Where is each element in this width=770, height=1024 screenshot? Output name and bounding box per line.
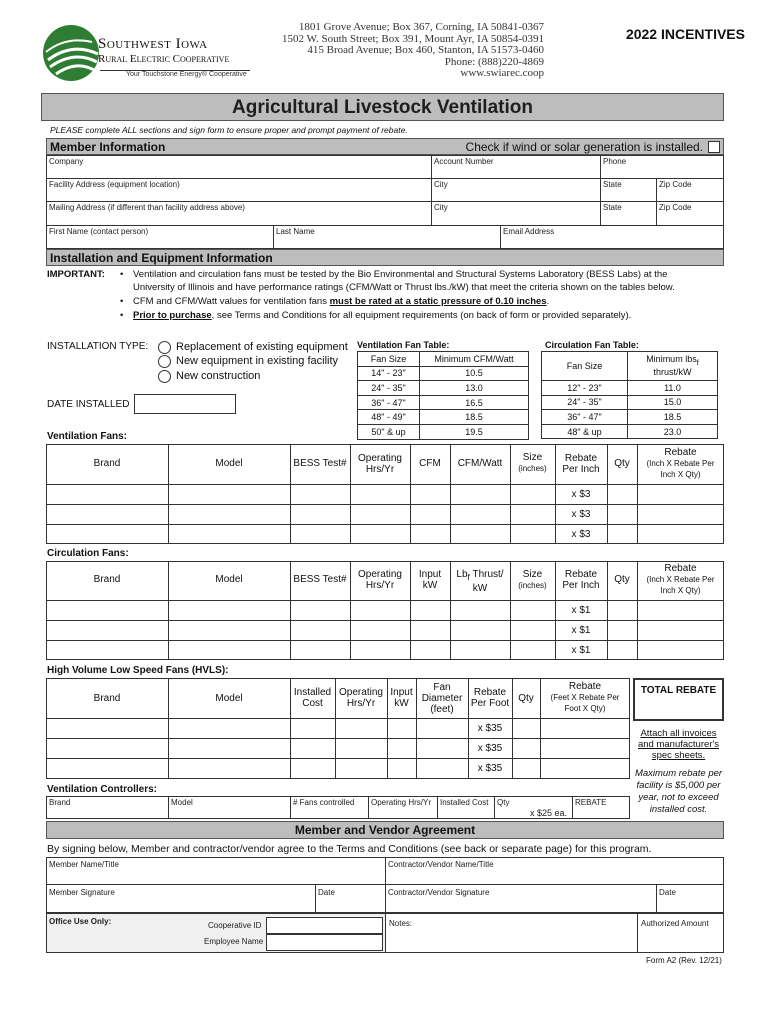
controller-cost-field[interactable]: Installed Cost xyxy=(440,798,489,807)
office-use-label: Office Use Only: xyxy=(49,917,112,926)
table-cell: 50" & up xyxy=(358,424,420,439)
circ-fans-title: Circulation Fans: xyxy=(47,548,129,559)
rebate-per-foot-header: Rebate Per Foot xyxy=(470,687,510,709)
facility-city-field[interactable]: City xyxy=(434,180,448,189)
incentive-year: 2022 INCENTIVES xyxy=(625,26,745,42)
table-cell: 24" - 35" xyxy=(358,381,420,396)
rate-cell: x $3 xyxy=(571,489,591,500)
table-cell: 15.0 xyxy=(628,395,718,410)
controllers-title: Ventilation Controllers: xyxy=(47,784,158,795)
rate-cell: x $1 xyxy=(571,625,591,636)
cfm-watt-header: CFM/Watt xyxy=(457,458,503,469)
size-header: Size (inches) xyxy=(518,452,547,473)
rate-cell: x $35 xyxy=(477,743,503,754)
table-cell: 36" - 47" xyxy=(542,410,628,425)
hours-header: Operating Hrs/Yr xyxy=(358,453,402,475)
model-header: Model xyxy=(215,574,243,585)
instructions: PLEASE complete ALL sections and sign form to ensure proper and prompt payment of rebate. xyxy=(50,125,408,135)
globe-logo-icon xyxy=(42,24,100,82)
bullet-icon: • xyxy=(120,296,124,307)
controller-qty-field[interactable]: Qty xyxy=(497,798,510,807)
facility-address-field[interactable]: Facility Address (equipment location) xyxy=(49,180,180,189)
address-block xyxy=(282,22,544,80)
terms-note: Prior to purchase, see Terms and Conditions for all equipment requirements (on back of form or provided separately). xyxy=(133,310,632,321)
notes-label: Notes: xyxy=(389,919,413,928)
table-cell: 16.5 xyxy=(420,395,529,410)
form-number: Form A2 (Rev. 12/21) xyxy=(646,956,722,965)
table-cell: 19.5 xyxy=(420,424,529,439)
max-rebate-note: Maximum rebate per facility is $5,000 per year, not to exceed installed cost. xyxy=(634,768,723,815)
controller-rebate-field[interactable]: REBATE xyxy=(575,798,607,807)
agreement-title: Member and Vendor Agreement xyxy=(294,823,476,837)
account-number-field[interactable]: Account Number xyxy=(434,157,494,166)
facility-zip-field[interactable]: Zip Code xyxy=(659,180,692,189)
date-installed-label: DATE INSTALLED xyxy=(47,399,130,410)
vent-fan-table xyxy=(357,351,529,440)
rebate-header: Rebate (Inch X Rebate Per Inch X Qty) xyxy=(646,563,715,595)
qty-header: Qty xyxy=(614,458,630,469)
website-line: www.swiarec.coop xyxy=(460,67,544,80)
rate-cell: x $3 xyxy=(571,529,591,540)
model-header: Model xyxy=(215,693,243,704)
table-cell: 18.5 xyxy=(628,410,718,425)
mailing-state-field[interactable]: State xyxy=(603,203,622,212)
form-title: Agricultural Livestock Ventilation xyxy=(41,93,724,121)
cooperative-id-label: Cooperative ID xyxy=(208,921,262,930)
circ-fan-table-title: Circulation Fan Table: xyxy=(545,340,639,350)
mailing-address-field[interactable]: Mailing Address (if different than facility address above) xyxy=(49,203,245,212)
fan-size-header: Fan Size xyxy=(542,352,628,381)
vent-fan-table-title: Ventilation Fan Table: xyxy=(357,340,450,350)
tagline: Your Touchstone Energy® Cooperative xyxy=(126,71,247,78)
member-signature-field[interactable]: Member Signature xyxy=(49,888,115,897)
wind-solar-label: Check if wind or solar generation is installed. xyxy=(465,140,703,154)
model-header: Model xyxy=(215,458,243,469)
fans-controlled-field[interactable]: # Fans controlled xyxy=(293,798,355,807)
first-name-field[interactable]: First Name (contact person) xyxy=(49,227,149,236)
table-cell: 14" - 23" xyxy=(358,366,420,381)
bess-requirement-line1: Ventilation and circulation fans must be tested by the Bio Environmental and Structural Systems Laboratory (BESS Labs) at the xyxy=(133,269,668,280)
brand-header: Brand xyxy=(93,458,121,469)
hours-header: Operating Hrs/Yr xyxy=(339,687,383,709)
table-cell: 18.5 xyxy=(420,410,529,425)
org-name-line2: Rural Electric Cooperative xyxy=(98,53,230,65)
phone-field[interactable]: Phone xyxy=(603,157,627,166)
qty-header: Qty xyxy=(518,693,534,704)
replacement-label: Replacement of existing equipment xyxy=(176,341,348,353)
last-name-field[interactable]: Last Name xyxy=(276,227,315,236)
rate-cell: x $1 xyxy=(571,645,591,656)
min-thrust-header: Minimum lbs$_f$ thrust/kW xyxy=(628,352,718,381)
company-field[interactable]: Company xyxy=(49,157,84,166)
cooperative-id-input[interactable] xyxy=(266,917,383,934)
address-line: 415 Broad Avenue; Box 460, Stanton, IA 51573-0460 xyxy=(307,44,544,57)
rate-cell: x $3 xyxy=(571,509,591,520)
rebate-header: Rebate (Feet X Rebate Per Foot X Qty) xyxy=(550,681,620,713)
bess-requirement-line2: University of Illinois and have performance ratings (CFM/Watt or Thrust lbs./kW) that meet the criteria shown on the tables below. xyxy=(133,282,675,293)
install-info-header xyxy=(46,249,724,266)
cfm-header: CFM xyxy=(419,458,441,469)
attach-invoices-note: Attach all invoices and manufacturer's spec sheets. xyxy=(637,728,720,761)
new-construction-radio[interactable] xyxy=(158,370,171,383)
table-cell: 10.5 xyxy=(420,366,529,381)
input-kw-header: Input kW xyxy=(390,687,413,709)
wind-solar-checkbox[interactable] xyxy=(708,141,720,153)
mailing-city-field[interactable]: City xyxy=(434,203,448,212)
email-field[interactable]: Email Address xyxy=(503,227,555,236)
replacement-radio[interactable] xyxy=(158,341,171,354)
notes-input[interactable] xyxy=(385,913,638,953)
cooperative-logo xyxy=(42,22,282,84)
address-line: 1502 W. South Street; Box 391, Mount Ayr, IA 50854-0391 xyxy=(282,32,544,45)
bullet-icon: • xyxy=(120,310,124,321)
new-construction-label: New construction xyxy=(176,370,261,382)
installed-cost-header: Installed Cost xyxy=(293,687,332,709)
controller-rate: x $25 ea. xyxy=(530,808,568,818)
facility-state-field[interactable]: State xyxy=(603,180,622,189)
bullet-icon: • xyxy=(120,269,124,280)
controller-brand-field[interactable]: Brand xyxy=(49,798,71,807)
vent-fans-title: Ventilation Fans: xyxy=(47,431,128,442)
circ-fan-table xyxy=(541,351,718,439)
rate-cell: x $35 xyxy=(477,723,503,734)
table-cell: 24" - 35" xyxy=(542,395,628,410)
size-header: Size (inches) xyxy=(518,569,547,590)
date-installed-input[interactable] xyxy=(134,394,236,414)
table-cell: 12" - 23" xyxy=(542,381,628,396)
qty-header: Qty xyxy=(614,574,630,585)
agreement-header xyxy=(46,821,724,839)
rate-cell: x $35 xyxy=(477,763,503,774)
employee-name-label: Employee Name xyxy=(204,937,264,946)
rate-cell: x $1 xyxy=(571,605,591,616)
install-info-title: Installation and Equipment Information xyxy=(50,251,273,265)
member-date-field[interactable]: Date xyxy=(318,888,335,897)
new-equipment-radio[interactable] xyxy=(158,355,171,368)
important-label: IMPORTANT: xyxy=(47,269,105,280)
min-cfm-header: Minimum CFM/Watt xyxy=(420,352,529,367)
rebate-per-inch-header: Rebate Per Inch xyxy=(562,569,600,591)
org-name-line1: Southwest Iowa xyxy=(98,36,208,52)
vendor-date-field[interactable]: Date xyxy=(659,888,676,897)
controller-model-field[interactable]: Model xyxy=(171,798,193,807)
rebate-per-inch-header: Rebate Per Inch xyxy=(562,453,600,475)
thrust-header: $Lb_f$ Thrust/ kW xyxy=(456,569,504,594)
member-info-header xyxy=(46,138,724,155)
hvls-title: High Volume Low Speed Fans (HVLS): xyxy=(47,665,229,676)
vendor-signature-field[interactable]: Contractor/Vendor Signature xyxy=(388,888,490,897)
static-pressure-note: CFM and CFM/Watt values for ventilation fans must be rated at a static pressure of 0.10 inches. xyxy=(133,296,550,307)
installation-type-label: INSTALLATION TYPE: xyxy=(47,341,149,352)
controller-hours-field[interactable]: Operating Hrs/Yr xyxy=(371,798,432,807)
brand-header: Brand xyxy=(93,693,121,704)
member-info-title: Member Information xyxy=(50,140,166,154)
table-cell: 11.0 xyxy=(628,381,718,396)
address-line: 1801 Grove Avenue; Box 367, Corning, IA 50841-0367 xyxy=(298,21,544,33)
employee-name-input[interactable] xyxy=(266,934,383,951)
table-cell: 23.0 xyxy=(628,424,718,439)
brand-header: Brand xyxy=(93,574,121,585)
agreement-text: By signing below, Member and contractor/vendor agree to the Terms and Conditions (see back or separate page) for this program. xyxy=(47,843,652,855)
table-cell: 36" - 47" xyxy=(358,395,420,410)
rebate-header: Rebate (Inch X Rebate Per Inch X Qty) xyxy=(646,447,715,479)
mailing-zip-field[interactable]: Zip Code xyxy=(659,203,692,212)
bess-header: BESS Test# xyxy=(293,574,347,585)
phone-line: Phone: (888)220-4869 xyxy=(444,55,544,68)
table-cell: 13.0 xyxy=(420,381,529,396)
fan-diameter-header: Fan Diameter (feet) xyxy=(421,682,463,715)
vendor-name-field[interactable]: Contractor/Vendor Name/Title xyxy=(388,860,494,869)
new-equipment-label: New equipment in existing facility xyxy=(176,355,339,367)
table-cell: 48" - 49" xyxy=(358,410,420,425)
hours-header: Operating Hrs/Yr xyxy=(358,569,402,591)
authorized-amount-label: Authorized Amount xyxy=(641,919,709,928)
bess-header: BESS Test# xyxy=(293,458,347,469)
table-cell: 48" & up xyxy=(542,424,628,439)
total-rebate-label: TOTAL REBATE xyxy=(640,685,717,696)
input-kw-header: Input kW xyxy=(418,569,442,591)
fan-size-header: Fan Size xyxy=(358,352,420,367)
member-name-field[interactable]: Member Name/Title xyxy=(49,860,119,869)
